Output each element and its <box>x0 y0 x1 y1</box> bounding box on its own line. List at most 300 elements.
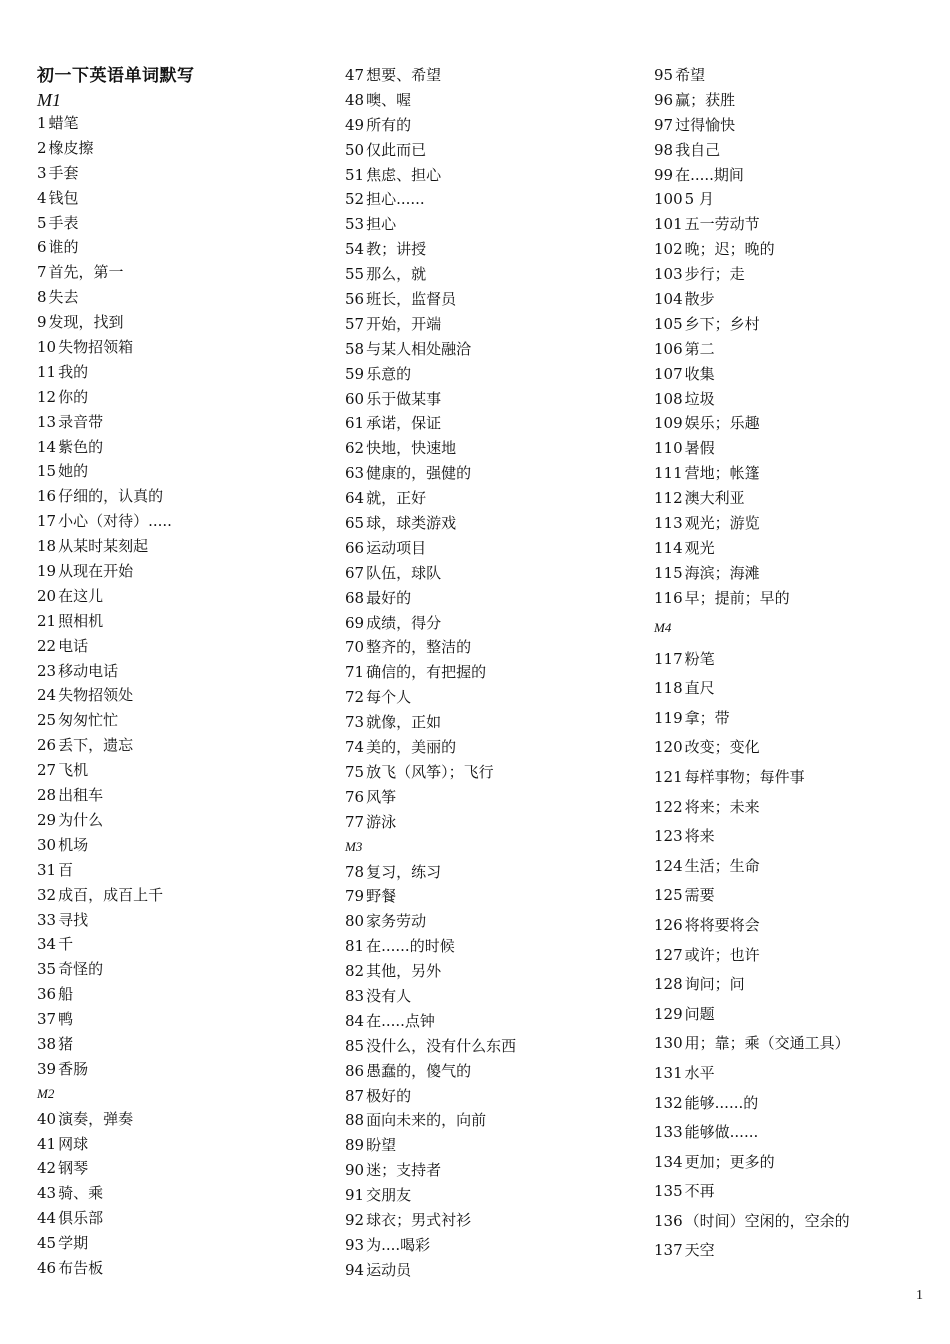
vocab-number: 24 <box>37 686 57 705</box>
vocab-item <box>654 362 950 387</box>
vocab-meaning: 盼望 <box>366 1136 397 1155</box>
vocab-number: 5 <box>37 213 47 232</box>
vocab-item <box>345 63 645 88</box>
vocab-item <box>37 783 337 808</box>
vocab-number: 53 <box>345 215 365 234</box>
vocab-item <box>37 260 337 285</box>
vocab-number: 40 <box>37 1109 57 1128</box>
vocab-meaning: 录音带 <box>58 412 104 431</box>
vocab-item <box>345 387 645 412</box>
vocab-item <box>345 411 645 436</box>
vocab-item <box>37 235 337 260</box>
vocab-item <box>345 735 645 760</box>
vocab-number: 137 <box>654 1241 683 1260</box>
vocab-number: 1 <box>37 114 47 132</box>
vocab-item <box>37 161 337 186</box>
vocab-item <box>345 909 645 934</box>
vocab-meaning: 极好的 <box>366 1086 412 1105</box>
vocab-meaning: 最好的 <box>366 588 412 607</box>
vocab-number: 63 <box>345 464 365 483</box>
vocab-meaning: 没什么，没有什么东西 <box>366 1036 517 1055</box>
vocab-number: 73 <box>345 713 365 732</box>
vocab-number: 9 <box>37 313 47 332</box>
vocab-meaning: 家务劳动 <box>366 912 427 931</box>
vocab-number: 38 <box>37 1034 57 1053</box>
vocab-number: 69 <box>345 613 365 632</box>
vocab-meaning: 生活；生命 <box>684 856 760 875</box>
vocab-item <box>654 387 950 412</box>
vocab-item <box>37 659 337 684</box>
vocab-item <box>345 760 645 785</box>
vocab-item <box>345 436 645 461</box>
vocab-number: 118 <box>654 679 683 698</box>
vocab-number: 127 <box>654 945 683 964</box>
vocab-number: 55 <box>345 265 365 284</box>
vocab-number: 14 <box>37 437 57 456</box>
vocab-meaning: 交朋友 <box>366 1186 412 1205</box>
vocab-meaning: 散步 <box>684 290 715 309</box>
vocab-number: 59 <box>345 364 365 383</box>
vocab-meaning: 就像，正如 <box>366 713 442 732</box>
vocab-meaning: 改变；变化 <box>684 738 760 757</box>
vocab-meaning: （时间）空闲的，空余的 <box>684 1211 850 1230</box>
vocab-item <box>345 262 645 287</box>
vocab-meaning: 拿；带 <box>684 708 730 727</box>
vocab-number: 103 <box>654 265 683 284</box>
vocab-item <box>345 959 645 984</box>
vocab-item <box>37 534 337 559</box>
vocab-meaning: 乐意的 <box>366 364 412 383</box>
column-1 <box>37 63 337 1281</box>
vocab-meaning: 发现，找到 <box>48 313 124 332</box>
vocab-item <box>37 1206 337 1231</box>
vocab-item <box>37 708 337 733</box>
vocab-number: 26 <box>37 736 57 755</box>
vocab-number: 2 <box>37 138 47 157</box>
vocab-item <box>345 362 645 387</box>
vocab-meaning: 丢下，遗忘 <box>58 736 134 755</box>
vocab-meaning: 将来；未来 <box>684 797 760 816</box>
vocab-item <box>654 461 950 486</box>
vocab-number: 88 <box>345 1111 365 1130</box>
vocab-item <box>345 1133 645 1158</box>
vocab-item <box>37 559 337 584</box>
vocab-item <box>654 763 950 793</box>
vocab-item <box>654 793 950 823</box>
vocab-number: 79 <box>345 887 365 906</box>
vocab-meaning: 放飞（风筝）；飞行 <box>366 762 494 781</box>
vocab-number: 41 <box>37 1134 57 1153</box>
vocab-number: 109 <box>654 414 683 433</box>
vocab-number: 92 <box>345 1210 365 1229</box>
vocab-meaning: 第二 <box>684 339 715 358</box>
vocab-item <box>345 1208 645 1233</box>
vocab-number: 98 <box>654 140 674 159</box>
vocab-number: 96 <box>654 90 674 109</box>
vocab-number: 116 <box>654 588 683 607</box>
vocab-item <box>37 459 337 484</box>
vocab-meaning: 垃圾 <box>684 389 715 408</box>
vocab-item <box>37 484 337 509</box>
vocab-item <box>345 685 645 710</box>
vocab-item <box>345 237 645 262</box>
vocab-number: 20 <box>37 586 57 605</box>
vocab-meaning: 风筝 <box>366 787 397 806</box>
vocab-meaning: 演奏，弹奏 <box>58 1109 134 1128</box>
vocab-item <box>345 337 645 362</box>
vocab-number: 54 <box>345 240 365 259</box>
vocab-item <box>654 511 950 536</box>
vocab-item <box>345 461 645 486</box>
vocab-number: 106 <box>654 339 683 358</box>
vocab-meaning: 钱包 <box>48 188 79 207</box>
vocab-meaning: 队伍，球队 <box>366 563 442 582</box>
vocab-meaning: 手套 <box>48 163 79 182</box>
vocab-number: 117 <box>654 649 683 668</box>
vocab-item <box>37 1132 337 1157</box>
vocab-item <box>37 285 337 310</box>
vocab-item <box>654 163 950 188</box>
vocab-number: 82 <box>345 962 365 981</box>
vocab-meaning: 收集 <box>684 364 715 383</box>
vocab-number: 42 <box>37 1159 57 1178</box>
vocab-number: 46 <box>37 1258 57 1277</box>
vocab-meaning: 整齐的，整洁的 <box>366 638 472 657</box>
vocab-meaning: 营地；帐篷 <box>684 464 760 483</box>
vocab-meaning: 乡下；乡村 <box>684 314 760 333</box>
vocab-number: 27 <box>37 761 57 780</box>
vocab-item <box>345 785 645 810</box>
vocab-meaning: 猪 <box>58 1034 74 1053</box>
vocab-item <box>654 187 950 212</box>
vocab-meaning: 海滨；海滩 <box>684 563 760 582</box>
vocab-item <box>345 138 645 163</box>
vocab-meaning: 船 <box>58 985 74 1004</box>
vocab-number: 120 <box>654 738 683 757</box>
vocab-item <box>37 957 337 982</box>
vocab-item <box>345 113 645 138</box>
vocab-item <box>345 187 645 212</box>
vocab-meaning: 其他，另外 <box>366 962 442 981</box>
vocab-item <box>345 1108 645 1133</box>
vocab-number: 23 <box>37 661 57 680</box>
vocab-meaning: 飞机 <box>58 761 89 780</box>
vocab-meaning: 用；靠；乘（交通工具） <box>684 1034 850 1053</box>
vocab-meaning: 网球 <box>58 1134 89 1153</box>
vocab-number: 107 <box>654 364 683 383</box>
vocab-item <box>654 1059 950 1089</box>
vocab-item <box>37 609 337 634</box>
vocab-item <box>654 113 950 138</box>
vocab-meaning: 香肠 <box>58 1059 89 1078</box>
vocab-meaning: 迷；支持者 <box>366 1161 442 1180</box>
vocab-meaning: 她的 <box>58 462 89 481</box>
vocab-number: 77 <box>345 812 365 831</box>
vocab-item <box>37 1107 337 1132</box>
vocab-meaning: 复习，练习 <box>366 862 442 881</box>
vocab-number: 125 <box>654 886 683 905</box>
vocab-meaning: 担心 <box>366 215 397 234</box>
vocab-number: 60 <box>345 389 365 408</box>
vocab-item <box>37 982 337 1007</box>
vocab-item <box>654 88 950 113</box>
vocab-item <box>345 1034 645 1059</box>
vocab-item <box>37 509 337 534</box>
vocab-number: 56 <box>345 290 365 309</box>
vocab-number: 76 <box>345 787 365 806</box>
vocab-meaning: 将来 <box>684 827 715 846</box>
vocab-item <box>37 883 337 908</box>
vocab-meaning: 将将要将会 <box>684 915 760 934</box>
vocab-item <box>345 1233 645 1258</box>
vocab-item <box>654 237 950 262</box>
vocab-meaning: 询问；问 <box>684 975 745 994</box>
vocab-meaning: 需要 <box>684 886 715 905</box>
vocab-meaning: 千 <box>58 935 74 954</box>
vocab-number: 84 <box>345 1011 365 1030</box>
vocab-meaning: 在这儿 <box>58 586 104 605</box>
vocab-meaning: 噢、喔 <box>366 90 412 109</box>
vocab-item <box>345 88 645 113</box>
vocab-item <box>37 634 337 659</box>
vocab-meaning: 学期 <box>58 1234 89 1253</box>
vocab-meaning: 为....喝彩 <box>366 1235 431 1254</box>
vocab-meaning: 教；讲授 <box>366 240 427 259</box>
vocab-number: 47 <box>345 66 365 84</box>
vocab-item <box>654 312 950 337</box>
vocab-meaning: 成百，成百上千 <box>58 885 164 904</box>
vocab-item <box>345 163 645 188</box>
vocab-item <box>345 984 645 1009</box>
vocab-item <box>345 1258 645 1283</box>
vocab-number: 65 <box>345 514 365 533</box>
vocab-item <box>654 486 950 511</box>
vocab-number: 101 <box>654 215 683 234</box>
vocab-meaning: 快地，快速地 <box>366 439 457 458</box>
vocab-meaning: 赢；获胜 <box>675 90 736 109</box>
vocab-number: 85 <box>345 1036 365 1055</box>
vocab-item <box>37 833 337 858</box>
vocab-meaning: 电话 <box>58 636 89 655</box>
vocab-number: 132 <box>654 1093 683 1112</box>
vocab-number: 122 <box>654 797 683 816</box>
vocab-meaning: 天空 <box>684 1241 715 1260</box>
vocab-number: 29 <box>37 810 57 829</box>
vocab-item <box>654 881 950 911</box>
vocab-meaning: 照相机 <box>58 611 104 630</box>
vocab-item <box>654 337 950 362</box>
vocab-number: 87 <box>345 1086 365 1105</box>
vocab-number: 50 <box>345 140 365 159</box>
vocab-number: 126 <box>654 915 683 934</box>
vocab-item <box>37 758 337 783</box>
vocab-number: 15 <box>37 462 57 481</box>
vocab-item <box>345 536 645 561</box>
vocab-meaning: 与某人相处融洽 <box>366 339 472 358</box>
vocab-number: 112 <box>654 489 683 508</box>
module-heading: M3 <box>345 838 363 854</box>
vocab-item <box>654 674 950 704</box>
vocab-number: 66 <box>345 538 365 557</box>
vocab-number: 86 <box>345 1061 365 1080</box>
vocab-item <box>345 287 645 312</box>
vocab-item <box>654 733 950 763</box>
vocab-number: 45 <box>37 1234 57 1253</box>
vocab-number: 28 <box>37 786 57 805</box>
vocab-item <box>37 808 337 833</box>
vocab-item <box>345 561 645 586</box>
vocab-number: 94 <box>345 1260 365 1279</box>
vocab-number: 135 <box>654 1182 683 1201</box>
vocab-meaning: 焦虑、担心 <box>366 165 442 184</box>
vocab-number: 51 <box>345 165 365 184</box>
vocab-meaning: 为什么 <box>58 810 104 829</box>
vocab-meaning: 希望 <box>675 66 706 84</box>
vocab-number: 22 <box>37 636 57 655</box>
vocab-number: 75 <box>345 762 365 781</box>
vocab-meaning: 过得愉快 <box>675 115 736 134</box>
vocab-number: 30 <box>37 835 57 854</box>
vocab-meaning: 就，正好 <box>366 489 427 508</box>
vocab-meaning: 钢琴 <box>58 1159 89 1178</box>
vocab-item <box>345 511 645 536</box>
vocab-number: 21 <box>37 611 57 630</box>
vocab-number: 34 <box>37 935 57 954</box>
vocab-number: 81 <box>345 937 365 956</box>
vocab-number: 89 <box>345 1136 365 1155</box>
vocab-number: 128 <box>654 975 683 994</box>
vocab-number: 115 <box>654 563 683 582</box>
vocab-item <box>345 212 645 237</box>
vocab-number: 43 <box>37 1184 57 1203</box>
vocab-meaning: 移动电话 <box>58 661 119 680</box>
vocab-item <box>345 710 645 735</box>
vocab-meaning: 匆匆忙忙 <box>58 711 119 730</box>
vocab-item <box>37 932 337 957</box>
vocab-number: 111 <box>654 464 683 483</box>
vocab-item <box>37 186 337 211</box>
vocab-number: 8 <box>37 288 47 307</box>
vocab-item <box>654 970 950 1000</box>
vocab-number: 57 <box>345 314 365 333</box>
vocab-number: 130 <box>654 1034 683 1053</box>
vocab-item <box>37 1181 337 1206</box>
vocab-meaning: 观光；游览 <box>684 514 760 533</box>
vocab-number: 136 <box>654 1211 683 1230</box>
vocab-meaning: 那么，就 <box>366 265 427 284</box>
vocab-meaning: 观光 <box>684 538 715 557</box>
vocab-item <box>654 561 950 586</box>
vocab-number: 4 <box>37 188 47 207</box>
vocab-item <box>654 262 950 287</box>
vocab-number: 74 <box>345 738 365 757</box>
vocab-number: 67 <box>345 563 365 582</box>
vocab-meaning: 每样事物；每件事 <box>684 767 805 786</box>
vocab-meaning: 班长，监督员 <box>366 290 457 309</box>
vocab-number: 133 <box>654 1123 683 1142</box>
vocab-item <box>345 1084 645 1109</box>
vocab-meaning: 在.....期间 <box>675 165 744 184</box>
vocab-meaning: 能够做...... <box>684 1123 759 1142</box>
vocab-item <box>345 1158 645 1183</box>
vocab-item <box>37 310 337 335</box>
vocab-item <box>654 586 950 611</box>
vocab-item <box>345 884 645 909</box>
vocab-item <box>654 63 950 88</box>
vocab-number: 124 <box>654 856 683 875</box>
vocab-meaning: 小心（对待）..... <box>58 512 172 531</box>
vocab-number: 105 <box>654 314 683 333</box>
vocab-number: 18 <box>37 537 57 556</box>
vocab-meaning: 五一劳动节 <box>684 215 760 234</box>
vocab-number: 123 <box>654 827 683 846</box>
vocab-item <box>345 1183 645 1208</box>
vocab-meaning: 愚蠢的，傻气的 <box>366 1061 472 1080</box>
vocab-item <box>37 1032 337 1057</box>
vocab-meaning: 野餐 <box>366 887 397 906</box>
vocab-number: 6 <box>37 238 47 257</box>
vocab-item <box>37 1007 337 1032</box>
vocab-number: 52 <box>345 190 365 209</box>
vocab-item <box>37 1256 337 1281</box>
vocab-meaning: 游泳 <box>366 812 397 831</box>
vocab-number: 70 <box>345 638 365 657</box>
vocab-item <box>654 536 950 561</box>
vocab-number: 36 <box>37 985 57 1004</box>
vocab-number: 91 <box>345 1186 365 1205</box>
vocab-item <box>654 436 950 461</box>
vocab-meaning: 运动员 <box>366 1260 412 1279</box>
vocab-number: 78 <box>345 862 365 881</box>
vocab-item <box>37 584 337 609</box>
vocab-meaning: 承诺，保证 <box>366 414 442 433</box>
vocab-item <box>37 908 337 933</box>
vocab-item <box>654 1177 950 1207</box>
vocab-meaning: 球衣；男式衬衫 <box>366 1210 472 1229</box>
vocab-meaning: 失物招领处 <box>58 686 134 705</box>
vocab-meaning: 紫色的 <box>58 437 104 456</box>
vocab-number: 48 <box>345 90 365 109</box>
vocab-meaning: 没有人 <box>366 986 412 1005</box>
vocab-item <box>654 212 950 237</box>
vocab-number: 104 <box>654 290 683 309</box>
vocab-meaning: 粉笔 <box>684 649 715 668</box>
vocab-meaning: 运动项目 <box>366 538 427 557</box>
vocab-number: 131 <box>654 1063 683 1082</box>
vocab-meaning: 你的 <box>58 387 89 406</box>
module-heading: M2 <box>37 1085 55 1101</box>
vocab-meaning: 想要、希望 <box>366 66 442 84</box>
vocab-meaning: 早；提前；早的 <box>684 588 790 607</box>
vocab-number: 13 <box>37 412 57 431</box>
vocab-item <box>654 941 950 971</box>
vocab-number: 3 <box>37 163 47 182</box>
vocab-number: 134 <box>654 1152 683 1171</box>
column-2 <box>345 63 645 1283</box>
vocab-item <box>654 911 950 941</box>
vocab-item <box>654 1236 950 1266</box>
column-3 <box>654 63 950 1266</box>
vocab-item <box>37 385 337 410</box>
module-heading: M4 <box>654 619 672 635</box>
vocab-item <box>345 934 645 959</box>
vocab-item <box>37 111 337 136</box>
vocab-meaning: 骑、乘 <box>58 1184 104 1203</box>
vocab-item <box>345 810 645 835</box>
vocab-number: 102 <box>654 240 683 259</box>
vocab-meaning: 机场 <box>58 835 89 854</box>
vocab-item <box>654 1029 950 1059</box>
